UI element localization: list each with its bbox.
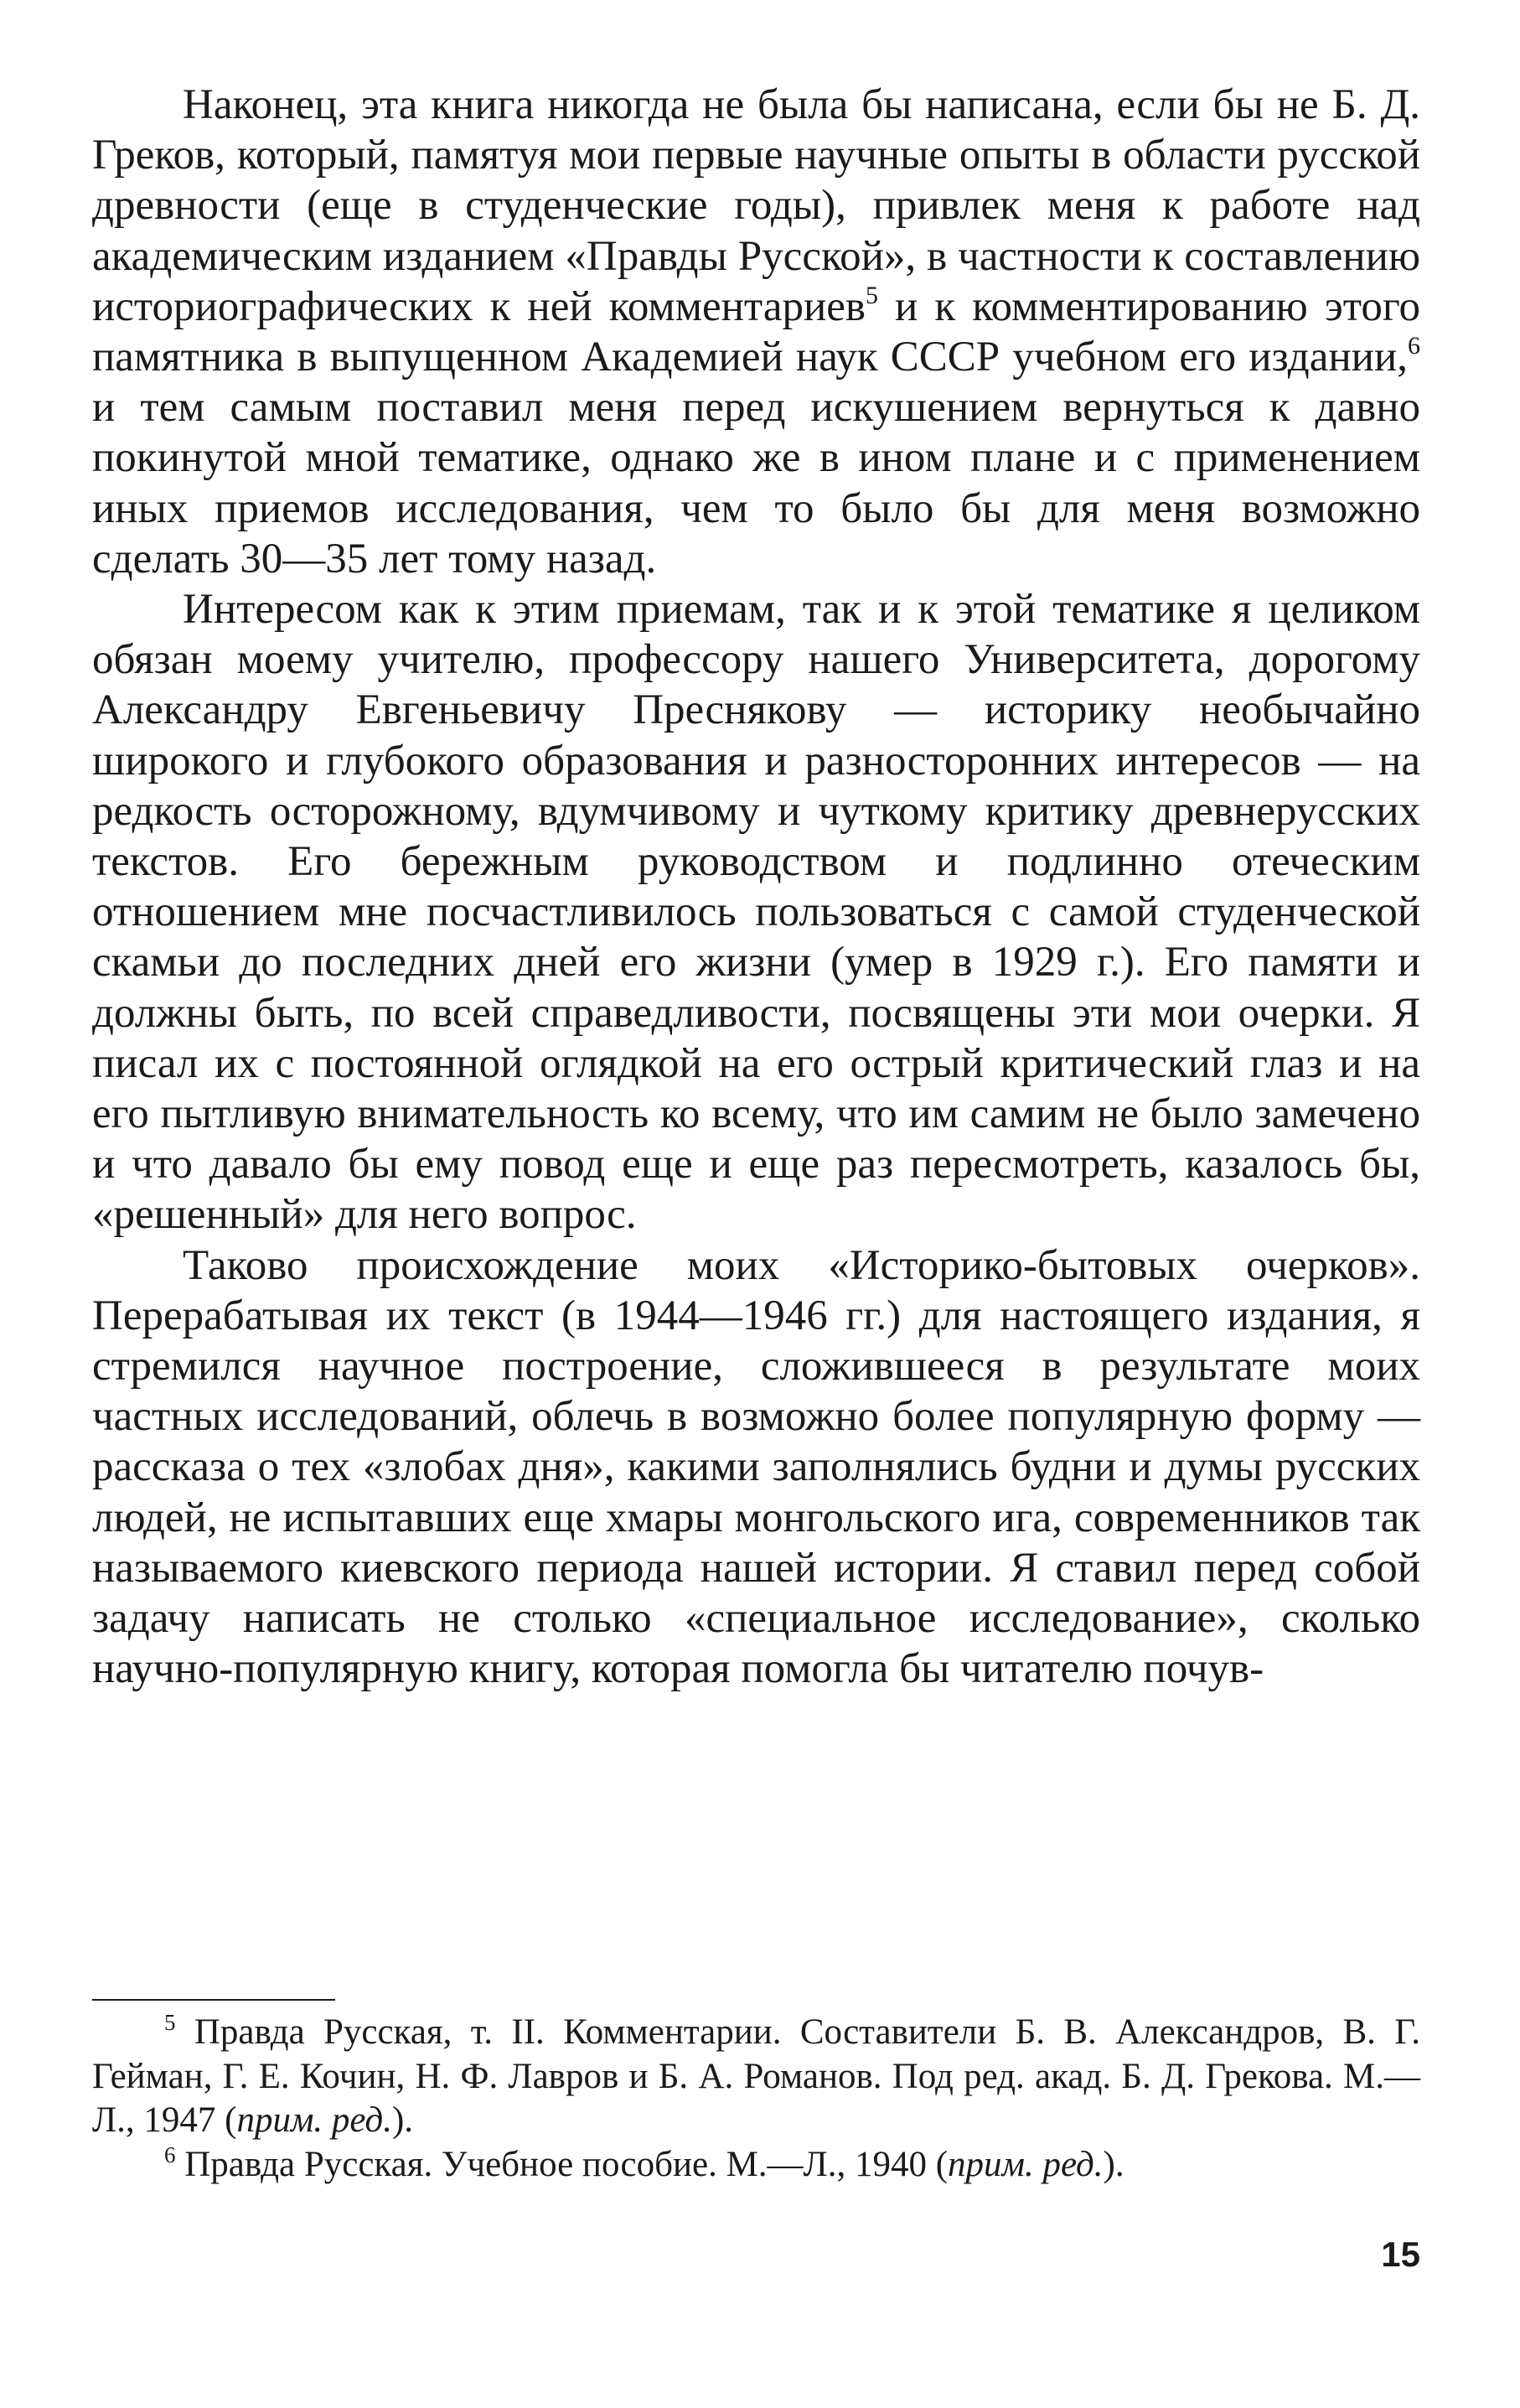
footnote-divider <box>92 1999 335 2001</box>
footnote-5-mark: 5 <box>164 2010 176 2035</box>
footnote-6-text: Правда Русская. Учебное пособие. М.—Л., 1940 ( <box>175 2144 949 2184</box>
footnote-5-editor-note: прим. ред. <box>236 2100 392 2140</box>
footnote-ref-6: 6 <box>1408 332 1420 360</box>
footnote-6-editor-note: прим. ред. <box>948 2144 1104 2184</box>
footnote-5-tail: ). <box>391 2100 414 2140</box>
paragraph-1-text-b: и к комментированию этого памятника в выпущенном Академией наук СССР учебном его издании, <box>92 282 1420 381</box>
paragraph-1 <box>92 80 1420 584</box>
footnote-ref-5: 5 <box>865 281 878 309</box>
footnote-6-mark: 6 <box>164 2141 176 2167</box>
footnote-6 <box>92 2143 1420 2188</box>
footnote-5-text: Правда Русская, т. II. Комментарии. Составители Б. В. Александров, В. Г. Гейман, Г. Е. Кочин, Н. Ф. Лавров и Б. А. Романов. Под ред. акад. Б. Д. Грекова. М.—Л., 1947 ( <box>92 2012 1420 2140</box>
footnote-6-tail: ). <box>1103 2144 1124 2184</box>
paragraph-2: Интересом как к этим приемам, так и к этой тематике я целиком обязан моему учителю, профессору нашего Университета, дорогому Александру Евгеньевичу Преснякову — историку необычайно широкого и глубокого образования и разносторонних интересов — на редкость осторожному, вдумчивому и чуткому критику древнерусских текстов. Его бережным руководством и подлинно отеческим отношением мне посчастливилось пользоваться с самой студенческой скамьи до последних дней его жизни (умер в 1929 г.). Его памяти и должны быть, по всей справедливости, посвящены эти мои очерки. Я писал их с постоянной оглядкой на его острый критический глаз и на его пытливую внимательность ко всему, что им самим не было замечено и что давало бы ему повод еще и еще раз пересмотреть, казалось бы, «решенный» для него вопрос. <box>92 586 1420 1239</box>
footnote-5 <box>92 2011 1420 2143</box>
paragraph-3: Таково происхождение моих «Историко-бытовых очерков». Перерабатывая их текст (в 1944—1946 гг.) для настоящего издания, я стремился научное построение, сложившееся в результате моих частных исследований, облечь в возможно более популярную форму — рассказа о тех «злобах дня», какими заполнялись будни и думы русских людей, не испытавших еще хмары монгольского ига, современников так называемого киевского периода нашей истории. Я ставил перед собой задачу написать не столько «специальное исследование», сколько научно-популярную книгу, которая помогла бы читателю почув- <box>92 1241 1420 1693</box>
paragraph-1-text-c: и тем самым поставил меня перед искушением вернуться к давно покинутой мной тематике, однако же в ином плане и с применением иных приемов исследования, чем то было бы для меня возможно сделать 30—35 лет тому назад. <box>92 384 1420 583</box>
footnotes <box>92 1999 1420 2187</box>
page-number: 15 <box>1381 2235 1420 2274</box>
page-body <box>92 80 1420 1695</box>
paragraph-1-text-a: Наконец, эта книга никогда не была бы написана, если бы не Б. Д. Греков, который, памятуя мои первые научные опыты в области русской древности (еще в студенческие годы), привлек меня к работе над академическим изданием «Правды Русской», в частности к составлению историографических к ней комментариев <box>92 81 1420 330</box>
